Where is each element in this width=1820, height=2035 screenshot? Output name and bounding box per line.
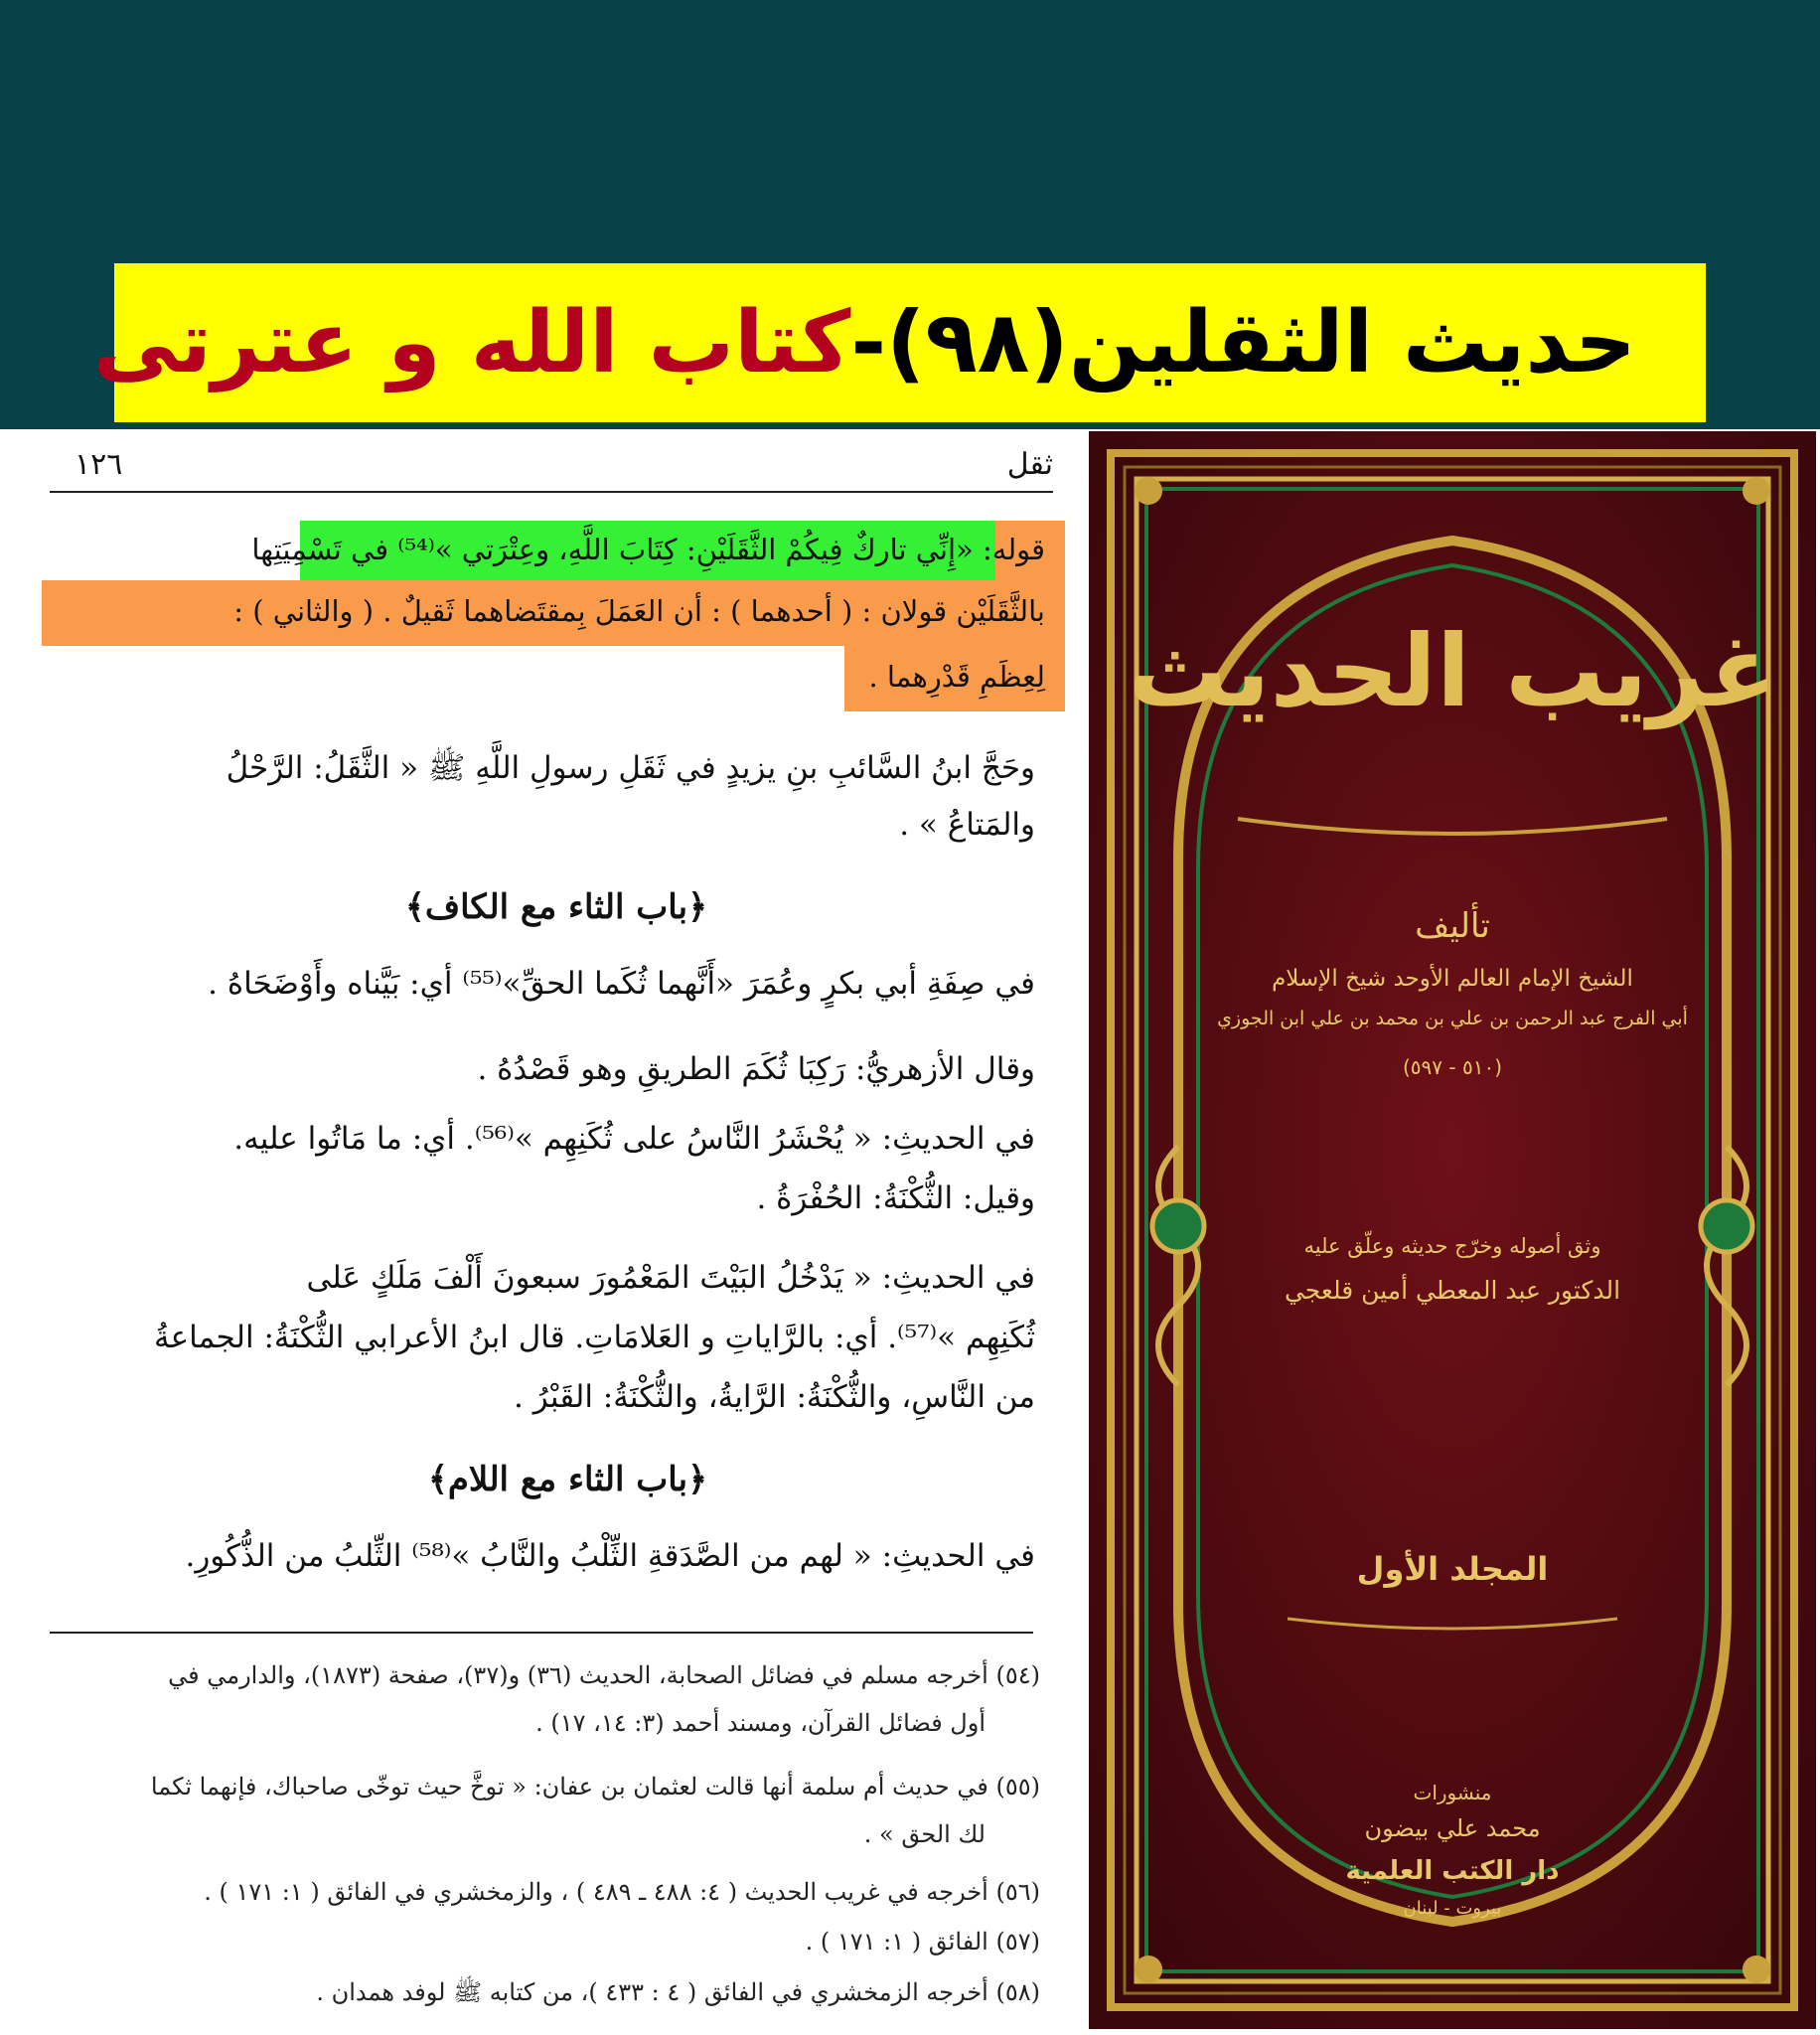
footnote: لك الحق » . xyxy=(863,1820,986,1848)
page-number: ١٢٦ xyxy=(75,447,123,482)
cover-volume: المجلد الأول xyxy=(1356,1550,1549,1588)
page-header xyxy=(50,447,1063,483)
footnote-rule xyxy=(50,1632,1033,1634)
cover-author-line: الشيخ الإمام العالم الأوحد شيخ الإسلام xyxy=(1272,966,1633,992)
cover-editor-line: الدكتور عبد المعطي أمين قلعجي xyxy=(1284,1276,1621,1305)
text-line: من النَّاسِ، والثُّكْنَةُ: الرَّايةُ، والثُّكْنَةُ: القَبْرُ . xyxy=(514,1379,1035,1415)
footnote: (٥٦) أخرجه في غريب الحديث ( ٤: ٤٨٨ ـ ٤٨٩ ) ، والزمخشري في الفائق ( ١: ١٧١ ) . xyxy=(204,1878,1040,1906)
quote-line: لِعِظَمِ قَدْرِهما . xyxy=(868,660,1045,694)
text-line: في الحديثِ: « يَدْخُلُ البَيْتَ المَعْمُورَ سبعونَ أَلْفَ مَلَكٍ عَلى xyxy=(306,1260,1035,1296)
header-rule xyxy=(50,491,1053,493)
page-title xyxy=(92,293,1636,392)
cover-publisher-line: محمد علي بيضون xyxy=(1364,1814,1541,1842)
section-heading: ﴿باب الثاء مع اللام﴾ xyxy=(427,1460,707,1499)
cover-author-line: أبي الفرج عبد الرحمن بن علي بن محمد بن علي ابن الجوزي xyxy=(1217,1008,1688,1029)
highlighted-quote xyxy=(42,521,1065,719)
title-part-1: حديث الثقلين(٩٨)- xyxy=(850,293,1636,392)
title-part-2: كتاب الله و عترتی xyxy=(92,293,851,392)
text-line: في الحديثِ: « يُحْشَرُ النَّاسُ على ثُكَنِهِم »⁽⁵⁶⁾. أي: ما مَاتُوا عليه. xyxy=(233,1121,1035,1157)
header-word: ثقل xyxy=(1006,447,1053,482)
text-line: وحَجَّ ابنُ السَّائبِ بنِ يزيدٍ في ثَقَلِ رسولِ اللَّهِ ﷺ « الثَّقَلُ: الرَّحْلُ xyxy=(226,750,1035,786)
cover-book-title: غريب الحديث xyxy=(1128,613,1777,729)
quote-line: قوله: «إِنِّي تاركٌ فِيكُمْ الثَّقَلَيْنِ: كِتَابَ اللَّهِ، وعِتْرَتي »⁽⁵⁴⁾ في تَسْمِيَتِها xyxy=(251,533,1045,566)
text-line: وقيل: الثُّكْنَةُ: الحُفْرَةُ . xyxy=(756,1180,1035,1216)
footnote: (٥٨) أخرجه الزمخشري في الفائق ( ٤ : ٤٣٣ )، من كتابه ﷺ لوفد همدان . xyxy=(316,1978,1040,2006)
cover-editor-line: وثق أصوله وخرّج حديثه وعلّق عليه xyxy=(1303,1234,1601,1258)
cover-publisher-line: منشورات xyxy=(1413,1781,1492,1804)
cover-dates: (٥١٠ - ٥٩٧) xyxy=(1402,1055,1503,1079)
text-line: والمَتاعُ » . xyxy=(899,807,1035,843)
cover-publisher-line: دار الكتب العلمية xyxy=(1345,1856,1560,1886)
text-line: وقال الأزهريُّ: رَكِبَا ثُكَمَ الطريقِ وهو قَصْدُهُ . xyxy=(477,1051,1035,1087)
scanned-page xyxy=(30,429,1065,2035)
cover-authored-label: تأليف xyxy=(1415,906,1490,946)
text-line: ثُكَنِهِم »⁽⁵⁷⁾. أي: بالرَّاياتِ و العَلامَاتِ. قال ابنُ الأعرابي الثُّكْنَةُ: الجماعةُ xyxy=(154,1320,1035,1355)
footnote: (٥٤) أخرجه مسلم في فضائل الصحابة، الحديث (٣٦) و(٣٧)، صفحة (١٨٧٣)، والدارمي في xyxy=(168,1661,1040,1689)
footnote: أول فضائل القرآن، ومسند أحمد (٣: ١٤، ١٧) . xyxy=(535,1709,986,1737)
book-cover xyxy=(1085,429,1820,2035)
quote-line: بالثَّقَلَيْن قولان : ( أحدهما ) : أن العَمَلَ بِمقتَضاهما ثَقيلٌ . ( والثاني ) : xyxy=(233,594,1045,628)
text-line: في الحديثِ: « لهم من الصَّدَقةِ الثِّلْبُ والنَّابُ »⁽⁵⁸⁾ الثِّلبُ من الذُّكُورِ. xyxy=(185,1538,1035,1574)
footnote: (٥٧) الفائق ( ١: ١٧١ ) . xyxy=(805,1928,1040,1956)
text-line: في صِفَةِ أبي بكرٍ وعُمَرَ «أَنَّهما ثُكَما الحقِّ»⁽⁵⁵⁾ أي: بَيَّناه وأَوْضَحَاهُ . xyxy=(208,966,1035,1002)
title-box xyxy=(92,263,1706,422)
section-heading: ﴿باب الثاء مع الكاف﴾ xyxy=(404,887,707,927)
cover-publisher-line: بيروت - لبنان xyxy=(1403,1898,1502,1919)
footnote: (٥٥) في حديث أم سلمة أنها قالت لعثمان بن عفان: « توخَّ حيث توخّى صاحباك، فإنهما ثكما xyxy=(150,1773,1040,1800)
